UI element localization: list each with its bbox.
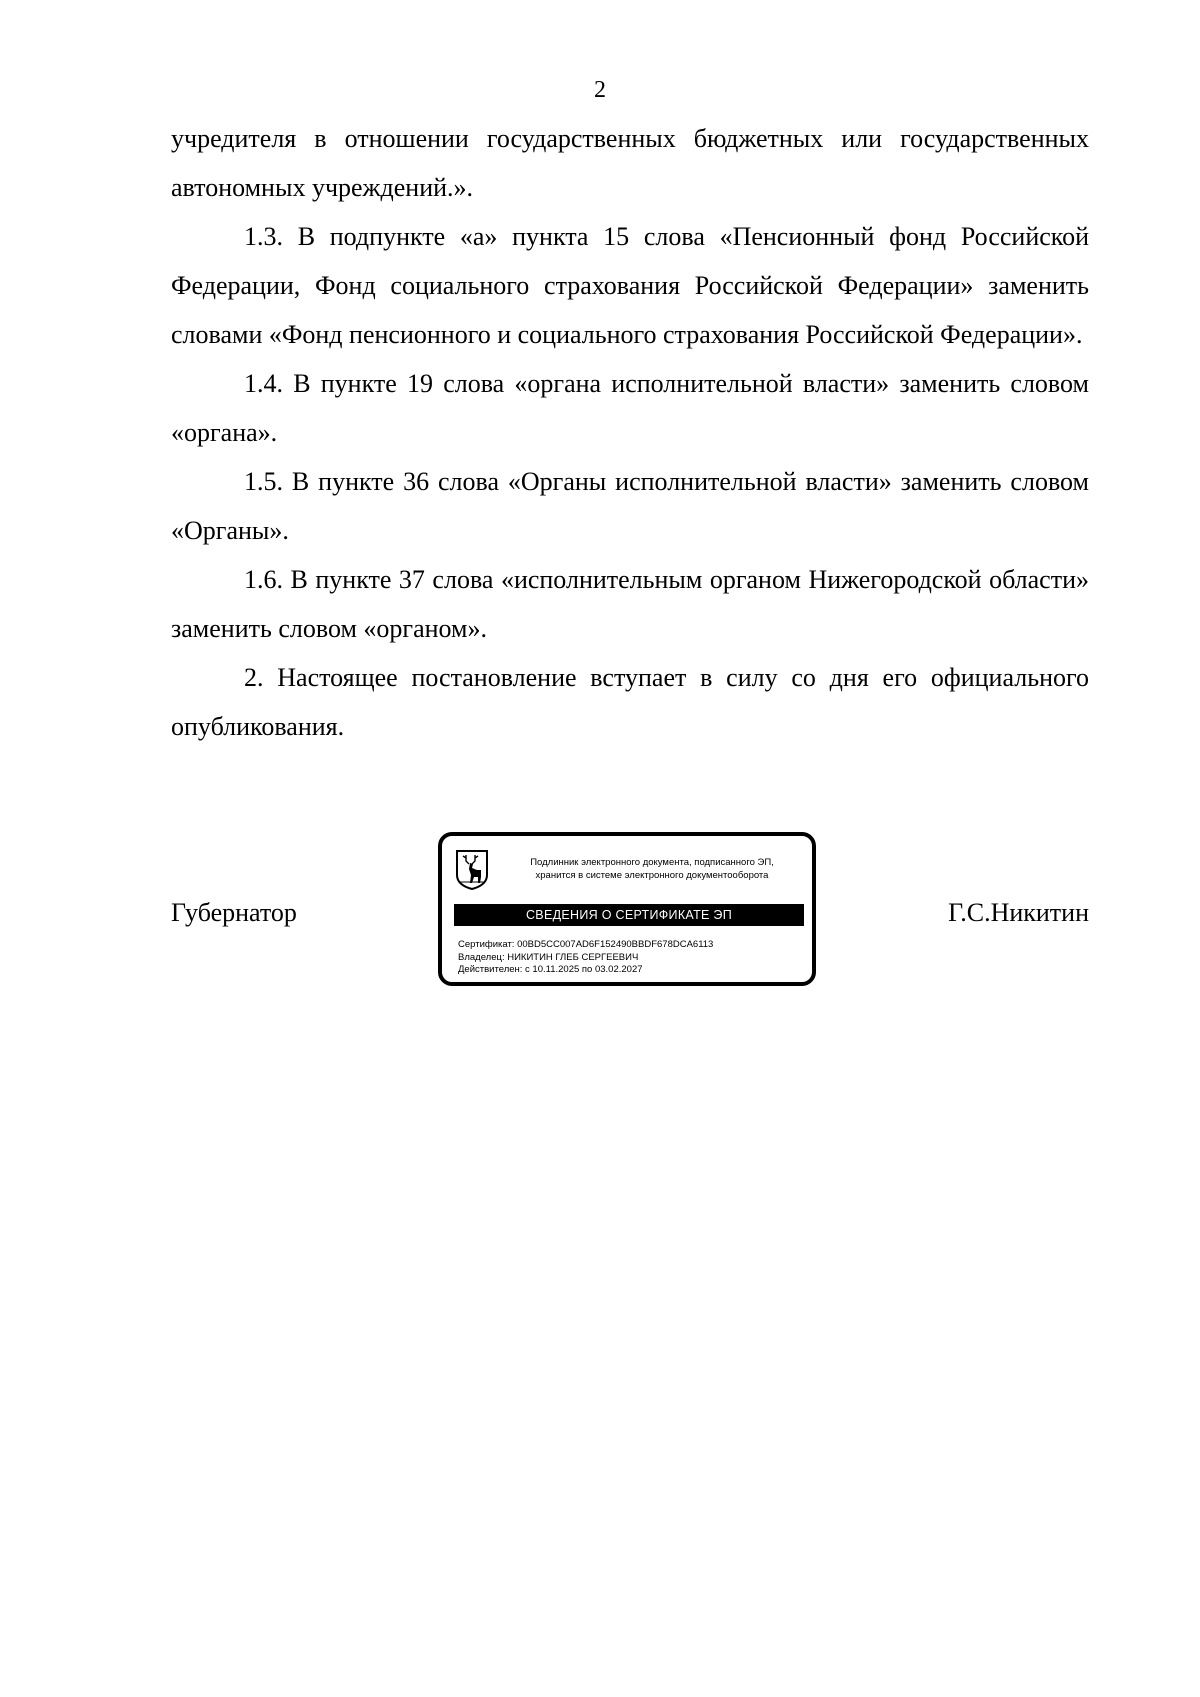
paragraph-1-6: 1.6. В пункте 37 слова «исполнительным органом Нижегородской области» заменить словом «органом».: [171, 565, 1089, 643]
paragraph-1-4: 1.4. В пункте 19 слова «органа исполнительной власти» заменить словом «органа».: [171, 369, 1089, 447]
stamp-header-line: хранится в системе электронного документооборота: [535, 870, 769, 881]
stamp-header: [496, 856, 808, 882]
certificate-owner: Владелец: НИКИТИН ГЛЕБ СЕРГЕЕВИЧ: [458, 951, 639, 963]
signatory-name: Г.С.Никитин: [948, 898, 1089, 927]
page-number: 2: [594, 77, 606, 103]
document-body: [171, 114, 1089, 751]
stamp-header-line: Подлинник электронного документа, подписанного ЭП,: [530, 857, 774, 868]
paragraph-continuation: учредителя в отношении государственных бюджетных или государственных автономных учреждений.».: [171, 124, 1089, 202]
signatory-title: Губернатор: [171, 898, 297, 927]
deer-coat-of-arms-icon: [455, 849, 489, 891]
paragraph-1-3: 1.3. В подпункте «а» пункта 15 слова «Пенсионный фонд Российской Федерации, Фонд социального страхования Российской Федерации» заменить словами «Фонд пенсионного и социального страхования Российской Федерации».: [171, 222, 1089, 349]
certificate-validity: Действителен: с 10.11.2025 по 03.02.2027: [458, 964, 643, 975]
certificate-number: Сертификат: 00BD5CC007AD6F152490BBDF678DCA6113: [458, 939, 714, 950]
paragraph-2: 2. Настоящее постановление вступает в силу со дня его официального опубликования.: [171, 663, 1089, 741]
stamp-certificate-bar: СВЕДЕНИЯ О СЕРТИФИКАТЕ ЭП: [454, 904, 804, 926]
electronic-signature-stamp: [438, 832, 816, 986]
paragraph-1-5: 1.5. В пункте 36 слова «Органы исполнительной власти» заменить словом «Органы».: [171, 467, 1089, 545]
stamp-certificate-details: [458, 939, 713, 977]
